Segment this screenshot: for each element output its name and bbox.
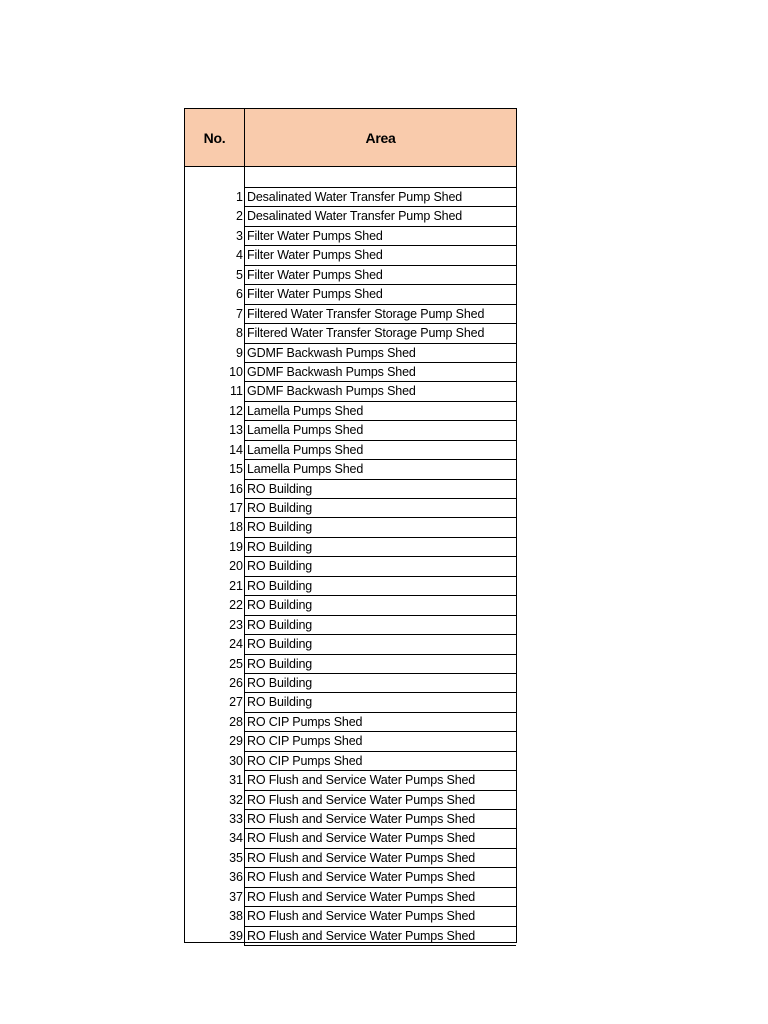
row-number: 15 [229,462,243,477]
table-row [185,635,516,654]
row-number: 10 [229,364,243,379]
table-row [185,868,516,887]
row-area: Lamella Pumps Shed [244,460,516,479]
row-number: 37 [229,889,243,904]
table-row [185,305,516,324]
table-row [185,246,516,265]
row-area: Lamella Pumps Shed [244,441,516,460]
table-row [185,693,516,712]
table-row [185,227,516,246]
table-row [185,791,516,810]
table-row [185,616,516,635]
row-area: GDMF Backwash Pumps Shed [244,382,516,401]
row-number: 12 [229,403,243,418]
table-row [185,382,516,401]
row-number: 17 [229,501,243,515]
row-number: 5 [236,267,243,282]
table-row [185,538,516,557]
table-row [185,596,516,615]
row-area: RO Flush and Service Water Pumps Shed [244,791,516,810]
row-number: 33 [229,812,243,826]
row-area: RO CIP Pumps Shed [244,713,516,732]
row-area: RO Flush and Service Water Pumps Shed [244,771,516,790]
column-header-area: Area [365,129,396,146]
row-area: Filter Water Pumps Shed [244,227,516,246]
row-area: GDMF Backwash Pumps Shed [244,344,516,363]
row-area: RO CIP Pumps Shed [244,752,516,771]
table-row [185,927,516,946]
row-number: 18 [229,520,243,535]
row-number: 27 [229,695,243,710]
row-number: 22 [229,598,243,613]
row-number: 38 [229,909,243,924]
table-row [185,207,516,226]
row-number: 31 [229,773,243,788]
row-number: 19 [229,539,243,554]
row-area: RO Building [244,596,516,615]
table-row [185,441,516,460]
table-row [185,499,516,518]
row-area: Desalinated Water Transfer Pump Shed [244,188,516,207]
table-row [185,480,516,499]
row-number: 32 [229,792,243,807]
row-number: 24 [229,637,243,652]
row-number: 8 [236,326,243,341]
row-number: 36 [229,870,243,885]
row-area: RO Flush and Service Water Pumps Shed [244,927,516,946]
table-row [185,518,516,537]
table-row [185,460,516,479]
row-area: RO Building [244,577,516,596]
row-number: 23 [229,617,243,632]
row-area: RO Flush and Service Water Pumps Shed [244,829,516,848]
row-area: RO Flush and Service Water Pumps Shed [244,849,516,868]
row-number: 35 [229,850,243,865]
row-number: 13 [229,423,243,438]
table-row [185,324,516,343]
row-number: 39 [229,928,243,943]
row-number: 29 [229,734,243,749]
row-number: 4 [236,248,243,263]
row-area: RO Building [244,538,516,557]
row-area: RO Building [244,480,516,499]
row-area: Lamella Pumps Shed [244,402,516,421]
row-number: 1 [236,190,243,204]
row-number: 28 [229,714,243,729]
row-area: Filter Water Pumps Shed [244,246,516,265]
table-header [185,109,516,167]
row-number: 7 [236,306,243,321]
row-number: 20 [229,559,243,574]
table-row [185,888,516,907]
row-area: RO Building [244,635,516,654]
row-number: 34 [229,831,243,846]
row-area: Filter Water Pumps Shed [244,266,516,285]
row-area: Lamella Pumps Shed [244,421,516,440]
table-row [185,402,516,421]
column-header-no: No. [185,109,245,166]
row-number: 14 [229,442,243,457]
row-area: RO CIP Pumps Shed [244,732,516,751]
row-area: GDMF Backwash Pumps Shed [244,363,516,382]
row-area: RO Building [244,616,516,635]
row-area: RO Building [244,557,516,576]
table-row [185,849,516,868]
table-row [185,907,516,926]
table-row [185,810,516,829]
row-area: Filter Water Pumps Shed [244,285,516,304]
row-area: Desalinated Water Transfer Pump Shed [244,207,516,226]
table-body [185,188,516,946]
row-area: RO Flush and Service Water Pumps Shed [244,907,516,926]
row-area: RO Building [244,518,516,537]
row-area: RO Building [244,499,516,518]
table-row [185,421,516,440]
table-row [185,344,516,363]
row-number: 11 [230,384,243,399]
table-row [185,557,516,576]
table-row [185,188,516,207]
row-number: 21 [229,578,243,593]
row-number: 16 [229,481,243,496]
area-table [184,108,517,943]
row-area: RO Building [244,674,516,693]
row-area: RO Flush and Service Water Pumps Shed [244,810,516,829]
row-area: Filtered Water Transfer Storage Pump Shed [244,305,516,324]
table-row [185,655,516,674]
table-row [185,771,516,790]
table-row [185,285,516,304]
table-row [185,363,516,382]
table-row [185,732,516,751]
row-number: 25 [229,656,243,671]
table-row [185,752,516,771]
row-area: RO Building [244,693,516,712]
table-row [185,266,516,285]
table-row [185,674,516,693]
table-row [185,713,516,732]
table-row [185,577,516,596]
row-area: RO Flush and Service Water Pumps Shed [244,868,516,887]
row-area: RO Flush and Service Water Pumps Shed [244,888,516,907]
blank-row [245,167,516,188]
row-number: 30 [229,753,243,768]
row-number: 3 [236,228,243,243]
row-number: 2 [236,209,243,224]
row-area: RO Building [244,655,516,674]
row-area: Filtered Water Transfer Storage Pump Shed [244,324,516,343]
row-number: 26 [229,675,243,690]
row-number: 9 [236,345,243,360]
row-number: 6 [236,287,243,302]
table-row [185,829,516,848]
